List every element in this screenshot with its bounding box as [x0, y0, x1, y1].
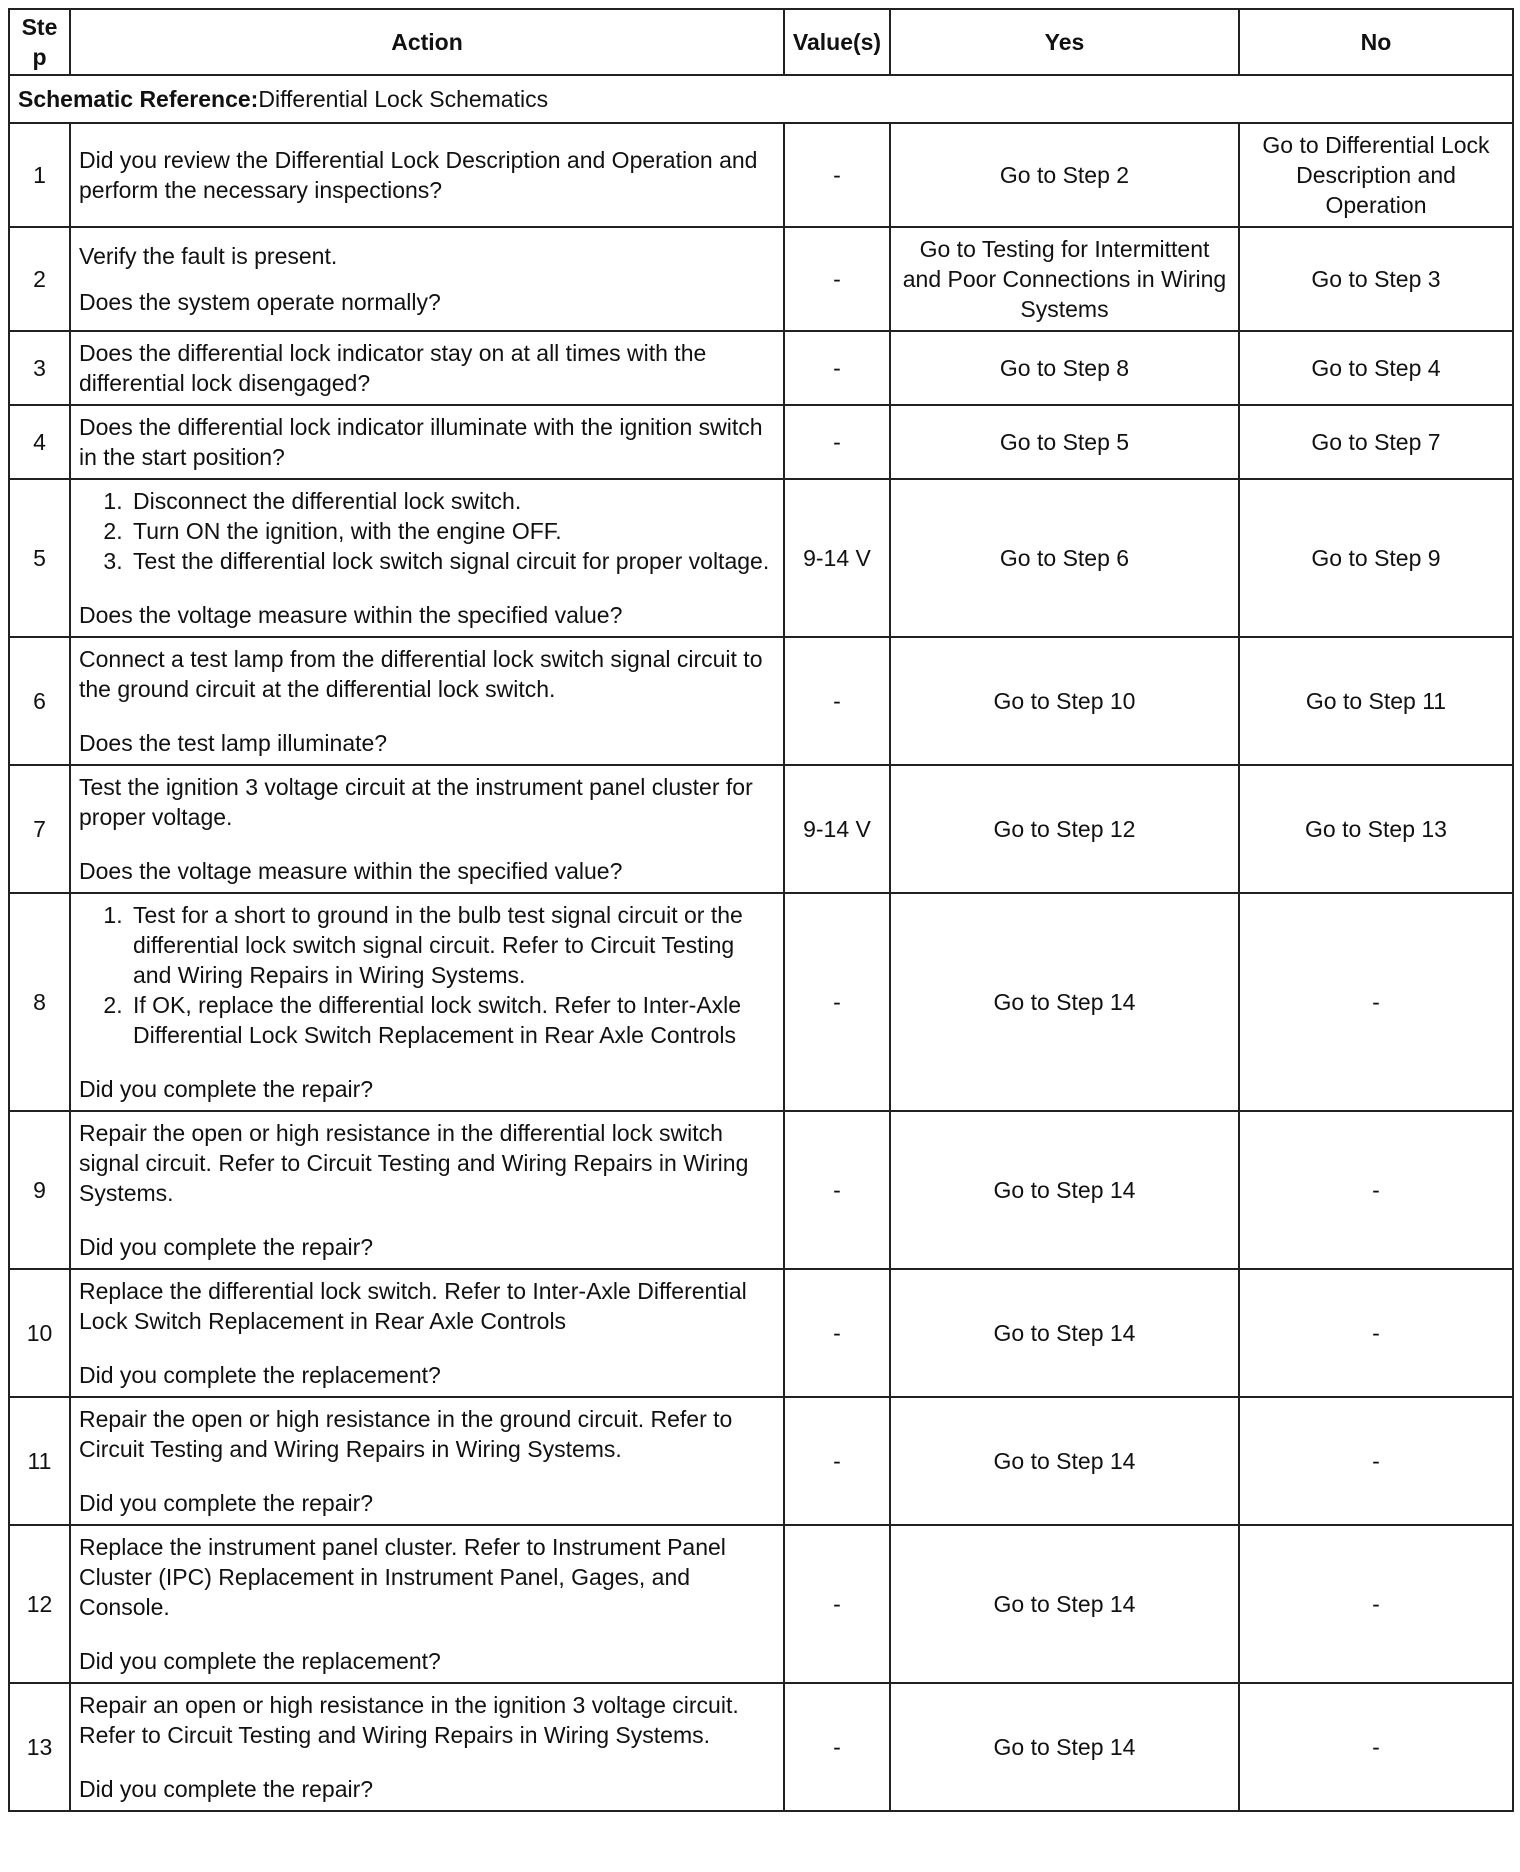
- step-number: 12: [9, 1525, 70, 1683]
- action-text: Test the ignition 3 voltage circuit at the instrument panel cluster for proper voltage.: [79, 774, 753, 830]
- action-text: Replace the instrument panel cluster. Refer to Instrument Panel Cluster (IPC) Replacement in Instrument Panel, Gages, and Console.: [79, 1534, 726, 1620]
- yes-cell[interactable]: Go to Step 14: [890, 1111, 1239, 1269]
- header-yes: Yes: [890, 9, 1239, 75]
- action-text: Repair the open or high resistance in the differential lock switch signal circuit. Refer to Circuit Testing and Wiring Repairs in Wiring Systems.: [79, 1120, 749, 1206]
- step-number: 8: [9, 893, 70, 1111]
- step-number: 11: [9, 1397, 70, 1525]
- header-values: Value(s): [784, 9, 890, 75]
- step-number: 5: [9, 479, 70, 637]
- header-step: Step: [9, 9, 70, 75]
- table-row: [9, 1269, 1513, 1397]
- value-cell: -: [784, 1683, 890, 1811]
- action-cell: [70, 1683, 784, 1811]
- step-number: 7: [9, 765, 70, 893]
- no-cell: -: [1239, 1683, 1513, 1811]
- action-list: [79, 486, 775, 576]
- list-item: 1. Disconnect the differential lock switch.: [129, 486, 775, 516]
- action-question: Did you complete the repair?: [79, 1776, 374, 1802]
- header-row: [9, 9, 1513, 75]
- yes-cell[interactable]: Go to Step 6: [890, 479, 1239, 637]
- action-cell: [70, 1397, 784, 1525]
- list-item: 3. Test the differential lock switch signal circuit for proper voltage.: [129, 546, 775, 576]
- list-item: 1. Test for a short to ground in the bulb test signal circuit or the differential lock switch signal circuit. Refer to Circuit Testing and Wiring Repairs in Wiring Systems.: [129, 900, 775, 990]
- list-item: 2. If OK, replace the differential lock switch. Refer to Inter-Axle Differential Lock Switch Replacement in Rear Axle Controls: [129, 990, 775, 1050]
- table-row: [9, 765, 1513, 893]
- action-question: Did you complete the repair?: [79, 1234, 374, 1260]
- value-cell: -: [784, 123, 890, 227]
- header-action: Action: [70, 9, 784, 75]
- table-row: [9, 1397, 1513, 1525]
- action-list: [79, 900, 775, 1050]
- yes-cell[interactable]: Go to Step 14: [890, 1525, 1239, 1683]
- action-cell: [70, 893, 784, 1111]
- no-cell[interactable]: Go to Step 13: [1239, 765, 1513, 893]
- yes-cell[interactable]: Go to Step 14: [890, 1397, 1239, 1525]
- action-question: Did you complete the repair?: [79, 1076, 374, 1102]
- no-cell[interactable]: Go to Step 9: [1239, 479, 1513, 637]
- step-number: 13: [9, 1683, 70, 1811]
- value-cell: -: [784, 331, 890, 405]
- action-cell: [70, 765, 784, 893]
- action-text: Replace the differential lock switch. Refer to Inter-Axle Differential Lock Switch Replacement in Rear Axle Controls: [79, 1278, 747, 1334]
- yes-cell[interactable]: Go to Testing for Intermittent and Poor Connections in Wiring Systems: [890, 227, 1239, 331]
- list-item: 2. Turn ON the ignition, with the engine OFF.: [129, 516, 775, 546]
- no-cell[interactable]: Go to Step 4: [1239, 331, 1513, 405]
- action-cell: [70, 123, 784, 227]
- step-number: 3: [9, 331, 70, 405]
- action-cell: [70, 479, 784, 637]
- schematic-cell: [9, 75, 1513, 123]
- action-text: Repair an open or high resistance in the ignition 3 voltage circuit. Refer to Circuit Testing and Wiring Repairs in Wiring Systems.: [79, 1692, 739, 1748]
- table-row: [9, 123, 1513, 227]
- step-number: 9: [9, 1111, 70, 1269]
- yes-cell[interactable]: Go to Step 14: [890, 1683, 1239, 1811]
- action-text: Does the differential lock indicator illuminate with the ignition switch in the start position?: [79, 414, 763, 470]
- value-cell: -: [784, 1269, 890, 1397]
- value-cell: -: [784, 227, 890, 331]
- table-row: [9, 405, 1513, 479]
- diagnostic-table: [8, 8, 1514, 1812]
- action-question: Does the system operate normally?: [79, 289, 441, 315]
- action-text: Connect a test lamp from the differential lock switch signal circuit to the ground circuit at the differential lock switch.: [79, 646, 763, 702]
- table-row: [9, 331, 1513, 405]
- step-number: 4: [9, 405, 70, 479]
- diagnostic-sheet: [8, 8, 1512, 1812]
- action-cell: [70, 637, 784, 765]
- value-cell: -: [784, 405, 890, 479]
- yes-cell[interactable]: Go to Step 2: [890, 123, 1239, 227]
- action-text: Does the differential lock indicator stay on at all times with the differential lock disengaged?: [79, 340, 707, 396]
- no-cell[interactable]: Go to Step 3: [1239, 227, 1513, 331]
- action-question: Did you complete the repair?: [79, 1490, 374, 1516]
- table-row: [9, 227, 1513, 331]
- no-cell: -: [1239, 893, 1513, 1111]
- action-text: Repair the open or high resistance in the ground circuit. Refer to Circuit Testing and Wiring Repairs in Wiring Systems.: [79, 1406, 733, 1462]
- step-number: 6: [9, 637, 70, 765]
- yes-cell[interactable]: Go to Step 12: [890, 765, 1239, 893]
- yes-cell[interactable]: Go to Step 5: [890, 405, 1239, 479]
- value-cell: -: [784, 1525, 890, 1683]
- action-question: Did you complete the replacement?: [79, 1648, 441, 1674]
- value-cell: -: [784, 1111, 890, 1269]
- action-cell: [70, 1269, 784, 1397]
- schematic-label: Schematic Reference:: [18, 86, 259, 112]
- action-cell: [70, 1525, 784, 1683]
- value-cell: -: [784, 1397, 890, 1525]
- action-cell: [70, 405, 784, 479]
- no-cell: -: [1239, 1269, 1513, 1397]
- no-cell[interactable]: Go to Step 7: [1239, 405, 1513, 479]
- header-no: No: [1239, 9, 1513, 75]
- action-text: Verify the fault is present.: [79, 243, 338, 269]
- value-cell: 9-14 V: [784, 479, 890, 637]
- action-text: Did you review the Differential Lock Description and Operation and perform the necessary inspections?: [79, 147, 758, 203]
- yes-cell[interactable]: Go to Step 8: [890, 331, 1239, 405]
- value-cell: -: [784, 893, 890, 1111]
- yes-cell[interactable]: Go to Step 14: [890, 893, 1239, 1111]
- action-cell: [70, 331, 784, 405]
- yes-cell[interactable]: Go to Step 14: [890, 1269, 1239, 1397]
- schematic-row: [9, 75, 1513, 123]
- value-cell: 9-14 V: [784, 765, 890, 893]
- table-row: [9, 637, 1513, 765]
- table-row: [9, 1525, 1513, 1683]
- no-cell[interactable]: Go to Differential Lock Description and Operation: [1239, 123, 1513, 227]
- schematic-reference-link[interactable]: Differential Lock Schematics: [258, 86, 549, 112]
- yes-cell[interactable]: Go to Step 10: [890, 637, 1239, 765]
- action-question: Does the voltage measure within the specified value?: [79, 858, 623, 884]
- action-question: Does the test lamp illuminate?: [79, 730, 388, 756]
- table-row: [9, 1683, 1513, 1811]
- action-question: Does the voltage measure within the specified value?: [79, 602, 623, 628]
- table-row: [9, 1111, 1513, 1269]
- no-cell: -: [1239, 1525, 1513, 1683]
- step-number: 2: [9, 227, 70, 331]
- step-number: 10: [9, 1269, 70, 1397]
- action-cell: [70, 227, 784, 331]
- value-cell: -: [784, 637, 890, 765]
- no-cell[interactable]: Go to Step 11: [1239, 637, 1513, 765]
- no-cell: -: [1239, 1111, 1513, 1269]
- step-number: 1: [9, 123, 70, 227]
- action-question: Did you complete the replacement?: [79, 1362, 441, 1388]
- no-cell: -: [1239, 1397, 1513, 1525]
- table-row: [9, 479, 1513, 637]
- table-row: [9, 893, 1513, 1111]
- action-cell: [70, 1111, 784, 1269]
